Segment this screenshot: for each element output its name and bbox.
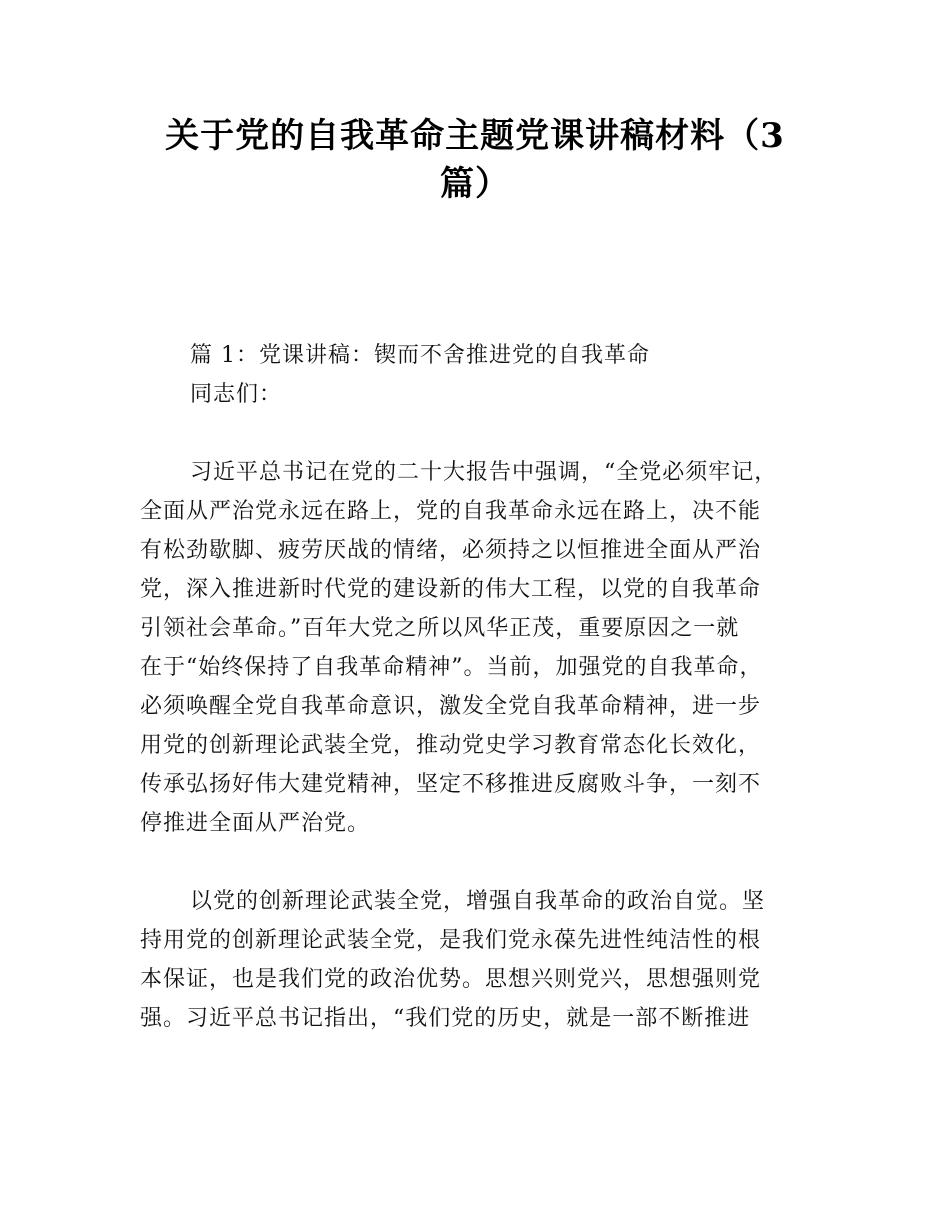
salutation: 同志们：	[190, 382, 283, 407]
section-heading: 篇 1：党课讲稿：锲而不舍推进党的自我革命	[190, 343, 650, 368]
paragraph-line: 引领社会革命。”百年大党之所以风华正茂，重要原因之一就	[140, 616, 740, 641]
paragraph-line: 党，深入推进新时代党的建设新的伟大工程，以党的自我革命	[140, 577, 762, 602]
document-title	[150, 112, 800, 208]
paragraph-line: 本保证，也是我们党的政治优势。思想兴则党兴，思想强则党	[140, 967, 762, 992]
title-line-1: 关于党的自我革命主题党课讲稿材料（3	[165, 116, 785, 156]
paragraph-line: 在于“始终保持了自我革命精神”。当前，加强党的自我革命，	[140, 655, 763, 680]
paragraph-line: 强。习近平总书记指出，“我们党的历史，就是一部不断推进	[140, 1006, 751, 1031]
paragraph-1	[140, 453, 810, 843]
paragraph-line: 停推进全面从严治党。	[140, 811, 371, 836]
paragraph-line: 持用党的创新理论武装全党，是我们党永葆先进性纯洁性的根	[140, 928, 762, 953]
paragraph-line: 以党的创新理论武装全党，增强自我革命的政治自觉。坚	[190, 889, 766, 914]
paragraph-line: 习近平总书记在党的二十大报告中强调，“全党必须牢记，	[190, 460, 778, 485]
title-line-2: 篇）	[440, 164, 510, 204]
paragraph-line: 有松劲歇脚、疲劳厌战的情绪，必须持之以恒推进全面从严治	[140, 538, 762, 563]
document-body	[140, 336, 810, 1077]
paragraph-line: 传承弘扬好伟大建党精神，坚定不移推进反腐败斗争，一刻不	[140, 772, 762, 797]
paragraph-line: 用党的创新理论武装全党，推动党史学习教育常态化长效化，	[140, 733, 762, 758]
paragraph-line: 全面从严治党永远在路上，党的自我革命永远在路上，决不能	[140, 499, 762, 524]
paragraph-line: 必须唤醒全党自我革命意识，激发全党自我革命精神，进一步	[140, 694, 762, 719]
paragraph-2	[140, 882, 810, 1038]
